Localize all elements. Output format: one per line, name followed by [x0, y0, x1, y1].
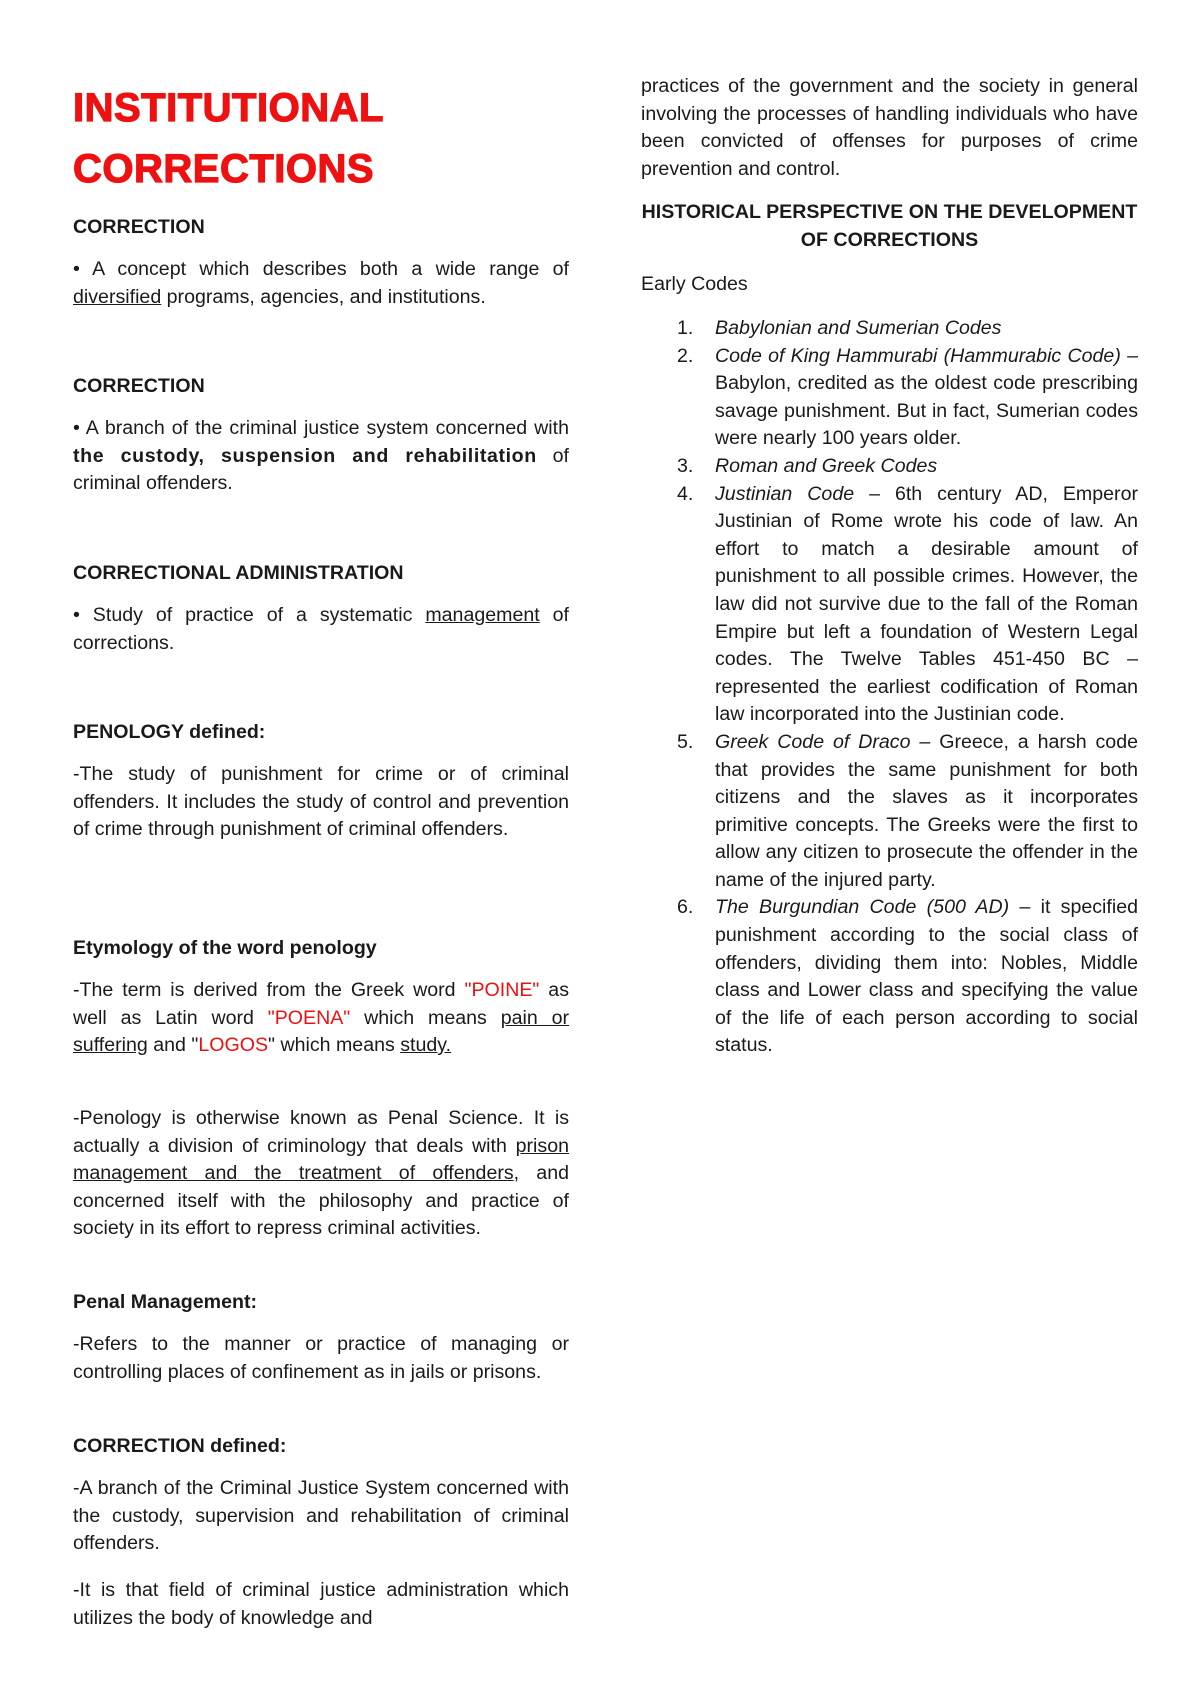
- list-item: 5. Greek Code of Draco – Greece, a harsh code that provides the same punishment for both citizens and the slaves as it incorporates primitive concepts. The Greeks were the first to allow any citizen to prosecute the offender in the name of the injured party.: [677, 730, 1139, 891]
- paragraph-correction-branch: • A branch of the criminal justice system concerned with the custody, suspension and rehabilitation of criminal offenders.: [73, 417, 569, 495]
- heading-correction-defined: CORRECTION defined:: [73, 1435, 287, 1457]
- heading-correctional-administration: CORRECTIONAL ADMINISTRATION: [73, 562, 404, 584]
- title-line-1: INSTITUTIONAL: [73, 86, 384, 130]
- list-item: 6. The Burgundian Code (500 AD) – it specified punishment according to the social class of offenders, dividing them into: Nobles, Middle class and Lower class and specifying the value of the life of each person according to social status.: [677, 896, 1138, 1057]
- paragraph-correction-field: -It is that field of criminal justice administration which utilizes the body of knowledge and: [73, 1579, 569, 1629]
- paragraph-practices: practices of the government and the society in general involving the processes of handling individuals who have been convicted of offenses for purposes of crime prevention and control.: [641, 75, 1138, 180]
- paragraph-correctional-administration: • Study of practice of a systematic management of corrections.: [73, 604, 569, 654]
- heading-correction-2: CORRECTION: [73, 375, 205, 397]
- paragraph-penology-defined: -The study of punishment for crime or of criminal offenders. It includes the study of control and prevention of crime through punishment of criminal offenders.: [73, 763, 569, 841]
- heading-etymology: Etymology of the word penology: [73, 937, 377, 959]
- heading-penal-management: Penal Management:: [73, 1291, 258, 1313]
- paragraph-etymology: -The term is derived from the Greek word "POINE" as well as Latin word "POENA" which means pain or suffering and "LOGOS" which means study.: [73, 979, 569, 1057]
- paragraph-penal-management: -Refers to the manner or practice of managing or controlling places of confinement as in jails or prisons.: [73, 1333, 569, 1383]
- list-item: 3. Roman and Greek Codes: [677, 454, 938, 477]
- heading-historical-perspective: HISTORICAL PERSPECTIVE ON THE DEVELOPMENT OF CORRECTIONS: [641, 201, 1138, 251]
- list-item: 4. Justinian Code – 6th century AD, Emperor Justinian of Rome wrote his code of law. An effort to match a desirable amount of punishment to all possible crimes. However, the law did not survive due to the fall of the Roman Empire but left a foundation of Western Legal codes. The Twelve Tables 451-450 BC – represented the earliest codification of Roman law incorporated into the Justinian code.: [677, 482, 1139, 726]
- paragraph-correction-concept: • A concept which describes both a wide range of diversified programs, agencies, and institutions.: [73, 258, 569, 308]
- subheading-early-codes: Early Codes: [641, 273, 748, 295]
- document-title: [73, 78, 573, 200]
- title-line-2: CORRECTIONS: [73, 147, 375, 191]
- list-item: 2. Code of King Hammurabi (Hammurabic Code) – Babylon, credited as the oldest code prescribing savage punishment. But in fact, Sumerian codes were nearly 100 years older.: [677, 344, 1139, 450]
- paragraph-penal-science: -Penology is otherwise known as Penal Science. It is actually a division of criminology that deals with prison management and the treatment of offenders, and concerned itself with the philosophy and practice of society in its effort to repress criminal activities.: [73, 1107, 569, 1240]
- paragraph-correction-defined: -A branch of the Criminal Justice System concerned with the custody, supervision and rehabilitation of criminal offenders.: [73, 1477, 569, 1555]
- heading-penology-defined: PENOLOGY defined:: [73, 721, 266, 743]
- early-codes-list: [641, 315, 1138, 1060]
- list-item: 1. Babylonian and Sumerian Codes: [677, 317, 1002, 339]
- heading-correction: CORRECTION: [73, 216, 205, 238]
